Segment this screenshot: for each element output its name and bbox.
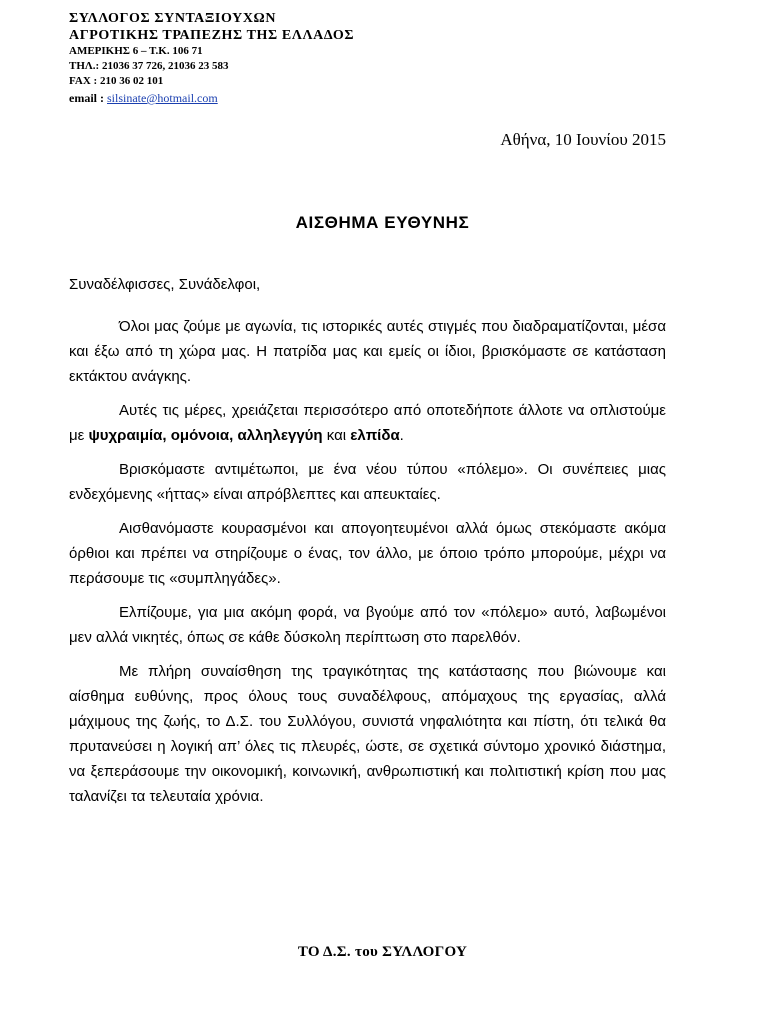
paragraph-3: Βρισκόμαστε αντιμέτωποι, με ένα νέου τύπου «πόλεμο». Οι συνέπειες μιας ενδεχόμενης «ήττας» είναι απρόβλεπτες και απευκταίες.: [69, 461, 666, 503]
paragraph-1: Όλοι μας ζούμε με αγωνία, τις ιστορικές αυτές στιγμές που διαδραματίζονται, μέσα και έξω από τη χώρα μας. Η πατρίδα μας και εμείς οι ίδιοι, βρισκόμαστε σε κατάσταση εκτάκτου ανάγκης.: [69, 318, 666, 385]
email-link[interactable]: silsinate@hotmail.com: [107, 91, 218, 105]
letter-title: ΑΙΣΘΗΜΑ ΕΥΘΥΝΗΣ: [295, 213, 470, 232]
org-name-line2: ΑΓΡΟΤΙΚΗΣ ΤΡΑΠΕΖΗΣ ΤΗΣ ΕΛΛΑΔΟΣ: [69, 28, 355, 43]
org-address: ΑΜΕΡΙΚΗΣ 6 – Τ.Κ. 106 71: [69, 45, 203, 57]
org-phone: ΤΗΛ.: 21036 37 726, 21036 23 583: [69, 60, 229, 72]
letter-date: Αθήνα, 10 Ιουνίου 2015: [500, 130, 666, 149]
email-label: email :: [69, 91, 107, 105]
paragraph-6: Με πλήρη συναίσθηση της τραγικότητας της κατάστασης που βιώνουμε και αίσθημα ευθύνης, προς όλους τους συναδέλφους, απόμαχους της εργασίας, αλλά μάχιμους της ζωής, το Δ.Σ. του Συλλόγου, συνιστά νηφαλιότητα και πίστη, ότι τελικά θα πρυτανεύσει η λογική απ’ όλες τις πλευρές, ώστε, σε σχετικά σύντομο χρονικό διάστημα, να ξεπεράσουμε την οικονομική, κοινωνική, ανθρωπιστική και πολιτιστική κρίση που μας ταλανίζει τα τελευταία χρόνια.: [69, 663, 666, 805]
paragraph-2-bold-hope: ελπίδα: [350, 427, 400, 444]
letter-body: [69, 314, 666, 818]
paragraph-2-text-middle: και: [322, 427, 351, 444]
signature: ΤΟ Δ.Σ. του ΣΥΛΛΟΓΟΥ: [297, 944, 468, 960]
org-email-row: [69, 90, 354, 106]
paragraph-2-text-before: Αυτές τις μέρες, χρειάζεται περισσότερο από οποτεδήποτε άλλοτε να οπλιστούμε με: [69, 402, 666, 444]
paragraph-2-text-after: .: [399, 427, 404, 444]
salutation: Συναδέλφισσες, Συνάδελφοι,: [69, 276, 261, 293]
letterhead: [69, 10, 354, 106]
org-name-line1: ΣΥΛΛΟΓΟΣ ΣΥΝΤΑΞΙΟΥΧΩΝ: [69, 11, 277, 26]
paragraph-2: [69, 398, 666, 448]
paragraph-5: Ελπίζουμε, για μια ακόμη φορά, να βγούμε από τον «πόλεμο» αυτό, λαβωμένοι μεν αλλά νικητές, όπως σε κάθε δύσκολη περίπτωση στο παρελθόν.: [69, 604, 666, 646]
paragraph-4: Αισθανόμαστε κουρασμένοι και απογοητευμένοι αλλά όμως στεκόμαστε ακόμα όρθιοι και πρέπει να στηρίζουμε ο ένας, τον άλλο, με όποιο τρόπο μπορούμε, μέχρι να περάσουμε τις «συμπληγάδες».: [69, 520, 666, 587]
org-fax: FAX : 210 36 02 101: [69, 75, 164, 87]
paragraph-2-bold-values: ψυχραιμία, ομόνοια, αλληλεγγύη: [88, 427, 323, 444]
